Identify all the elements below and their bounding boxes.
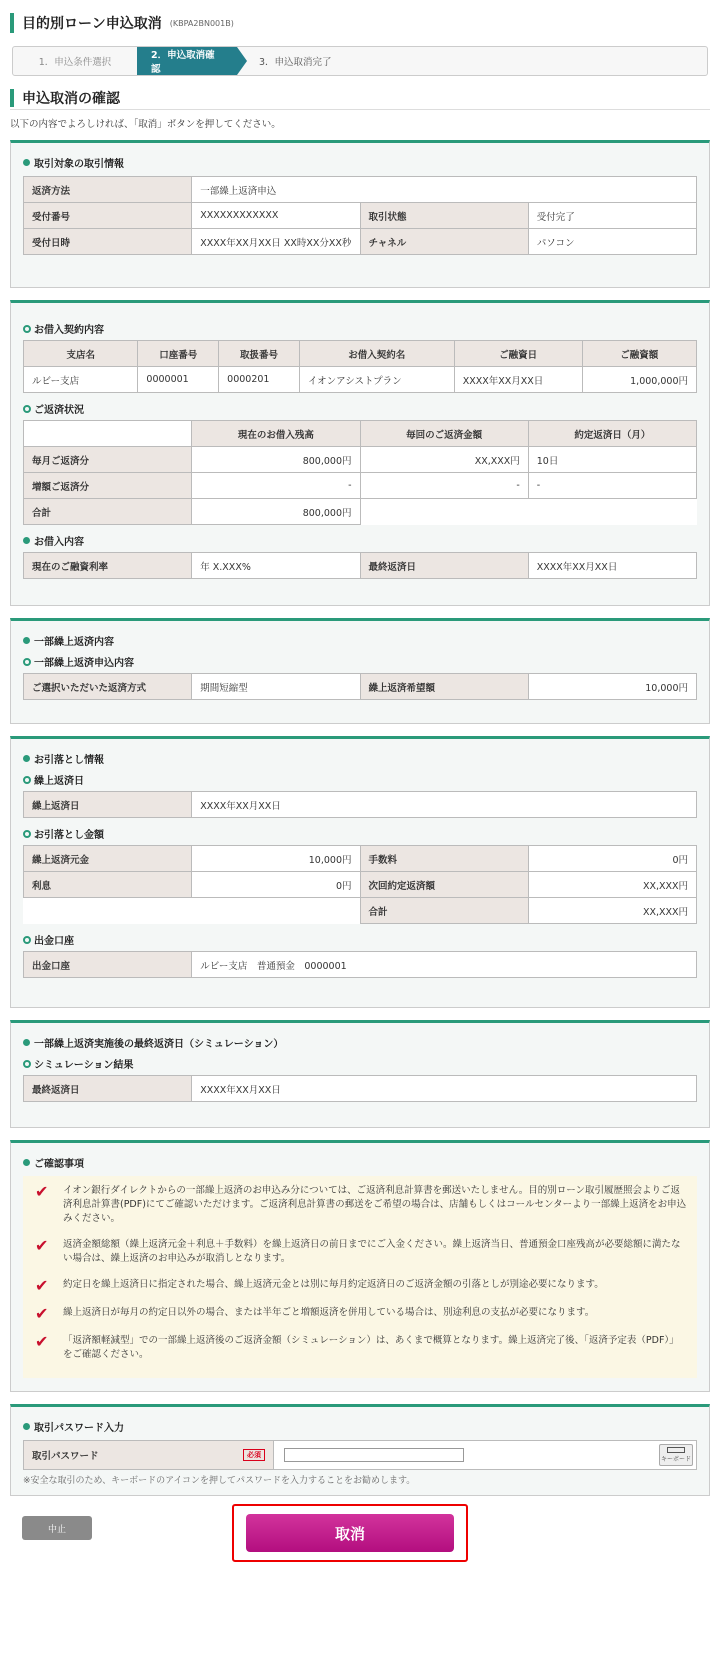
repayment-header: 約定返済日（月）: [528, 421, 696, 447]
bonus-label: 増額ご返済分: [24, 473, 192, 499]
repayment-table: [23, 420, 697, 525]
fee-value: 0円: [528, 846, 696, 872]
required-badge: 必須: [243, 1449, 265, 1461]
bullet-dot-icon: [23, 755, 30, 762]
blank-cell: [24, 421, 192, 447]
partial-title: 一部繰上返済内容: [23, 633, 697, 648]
repayment-title: ご返済状況: [23, 401, 697, 416]
note-item: ✔ イオン銀行ダイレクトからの一部繰上返済のお申込み分については、ご返済利息計算書を郵送いたしません。目的別ローン取引履歴照会よりご返済利息計算書(PDF)にてご確認いただけます。ご返済利息計算書の郵送をご希望の場合は、店舗もしくはコールセンターより一部繰上返済をお申込みください。: [35, 1182, 687, 1224]
page-title-bar: [10, 8, 710, 38]
software-keyboard-button[interactable]: キーボード: [659, 1444, 693, 1466]
blank-cell: [24, 898, 192, 924]
partial-amount-label: 繰上返済希望額: [360, 674, 528, 700]
bullet-dot-icon: [23, 1423, 30, 1430]
password-row: [23, 1440, 697, 1470]
partial-method-label: ご選択いただいた返済方式: [24, 674, 192, 700]
password-label-cell: [24, 1441, 274, 1469]
debit-amount-subtitle: お引落とし金額: [23, 826, 697, 841]
transaction-title: 取引対象の取引情報: [23, 155, 697, 170]
account-table: [23, 951, 697, 978]
channel-value: パソコン: [528, 229, 696, 255]
debit-title: お引落とし情報: [23, 751, 697, 766]
partial-method-value: 期間短縮型: [192, 674, 360, 700]
password-input-cell: [274, 1441, 656, 1469]
repayment-header: 毎回のご返済金額: [360, 421, 528, 447]
total-balance: 800,000円: [192, 499, 360, 525]
simulation-last-value: XXXX年XX月XX日: [192, 1076, 697, 1102]
loan-detail-title: お借入内容: [23, 533, 697, 548]
debit-total-value: XX,XXX円: [528, 898, 696, 924]
page-title: 目的別ローン申込取消: [22, 16, 162, 32]
bullet-dot-icon: [23, 1159, 30, 1166]
status-value: 受付完了: [528, 203, 696, 229]
check-icon: ✔: [35, 1276, 49, 1295]
blank-cell: [360, 499, 528, 525]
notes-box: [23, 1176, 697, 1378]
transaction-panel: [10, 140, 710, 288]
loan-panel: [10, 300, 710, 606]
bullet-ring-icon: [23, 658, 31, 666]
notes-panel: [10, 1140, 710, 1392]
step-2-current: 2．申込取消確認: [137, 47, 237, 75]
receipt-label: 受付番号: [24, 203, 192, 229]
bullet-ring-icon: [23, 776, 31, 784]
debit-date-value: XXXX年XX月XX日: [192, 792, 697, 818]
notes-title: ご確認事項: [23, 1155, 697, 1170]
partial-amount-value: 10,000円: [528, 674, 696, 700]
contract-header: 取扱番号: [219, 341, 300, 367]
method-label: 返済方法: [24, 177, 192, 203]
loan-detail-table: [23, 552, 697, 579]
partial-panel: [10, 618, 710, 724]
last-value: XXXX年XX月XX日: [528, 553, 696, 579]
password-input[interactable]: [284, 1448, 464, 1462]
contract-header: 口座番号: [138, 341, 219, 367]
note-item: ✔ 約定日を繰上返済日に指定された場合、繰上返済元金とは別に毎月約定返済日のご返済金額の引落としが別途必要になります。: [35, 1276, 604, 1295]
blank-cell: [192, 898, 360, 924]
monthly-label: 毎月ご返済分: [24, 447, 192, 473]
receipt-value: XXXXXXXXXXXX: [192, 203, 360, 229]
debit-date-label: 繰上返済日: [24, 792, 192, 818]
transaction-table: [23, 176, 697, 255]
bullet-dot-icon: [23, 1039, 30, 1046]
monthly-balance: 800,000円: [192, 447, 360, 473]
bullet-ring-icon: [23, 830, 31, 838]
blank-cell: [528, 499, 696, 525]
contract-cell: 0000001: [138, 367, 219, 393]
contract-header: ご融資日: [454, 341, 582, 367]
status-label: 取引状態: [360, 203, 528, 229]
account-label: 出金口座: [24, 952, 192, 978]
simulation-subtitle: シミュレーション結果: [23, 1056, 697, 1071]
submit-highlight: [232, 1504, 468, 1562]
bullet-dot-icon: [23, 159, 30, 166]
step-1: 1．申込条件選択: [38, 57, 112, 68]
password-label: 取引パスワード: [32, 1451, 99, 1462]
bullet-ring-icon: [23, 325, 31, 333]
debit-total-label: 合計: [360, 898, 528, 924]
interest-value: 0円: [192, 872, 360, 898]
date-value: XXXX年XX月XX日 XX時XX分XX秒: [192, 229, 360, 255]
section-accent: [10, 89, 14, 107]
step-3: 3．申込取消完了: [259, 57, 332, 68]
check-icon: ✔: [35, 1304, 49, 1323]
title-accent: [10, 13, 14, 33]
bullet-dot-icon: [23, 637, 30, 644]
note-item: ✔ 「返済額軽減型」での一部繰上返済後のご返済金額（シミュレーション）は、あくまで概算となります。繰上返済完了後、「返済予定表（PDF）」をご確認ください。: [35, 1332, 679, 1360]
password-panel: [10, 1404, 710, 1496]
principal-value: 10,000円: [192, 846, 360, 872]
bonus-day: -: [528, 473, 696, 499]
note-item: ✔ 返済金額総額（繰上返済元金＋利息＋手数料）を繰上返済日の前日までにご入金ください。繰上返済当日、普通預金口座残高が必要総額に満たない場合は、繰上返済のお申込みが取消しとなります。: [35, 1236, 681, 1264]
simulation-last-label: 最終返済日: [24, 1076, 192, 1102]
next-payment-value: XX,XXX円: [528, 872, 696, 898]
step-indicator: [12, 46, 708, 76]
bonus-balance: -: [192, 473, 360, 499]
bullet-ring-icon: [23, 405, 31, 413]
abort-button[interactable]: 中止: [22, 1516, 92, 1540]
channel-label: チャネル: [360, 229, 528, 255]
section-heading: [10, 86, 710, 110]
date-label: 受付日時: [24, 229, 192, 255]
next-payment-label: 次回約定返済額: [360, 872, 528, 898]
contract-header: 支店名: [24, 341, 138, 367]
contract-cell: XXXX年XX月XX日: [454, 367, 582, 393]
simulation-panel: [10, 1020, 710, 1128]
bullet-ring-icon: [23, 936, 31, 944]
bonus-amount: -: [360, 473, 528, 499]
bullet-ring-icon: [23, 1060, 31, 1068]
interest-label: 利息: [24, 872, 192, 898]
debit-panel: [10, 736, 710, 1008]
monthly-day: 10日: [528, 447, 696, 473]
section-title: 申込取消の確認: [22, 90, 120, 107]
password-note: ※安全な取引のため、キーボードのアイコンを押してパスワードを入力することをお勧めします。: [23, 1476, 416, 1486]
account-subtitle: 出金口座: [23, 932, 697, 947]
partial-table: [23, 673, 697, 700]
keyboard-icon: [667, 1447, 685, 1453]
total-label: 合計: [24, 499, 192, 525]
rate-value: 年 X.XXX%: [192, 553, 360, 579]
repayment-header: 現在のお借入残高: [192, 421, 360, 447]
contract-cell: イオンアシストプラン: [299, 367, 454, 393]
rate-label: 現在のご融資利率: [24, 553, 192, 579]
debit-date-table: [23, 791, 697, 818]
fee-label: 手数料: [360, 846, 528, 872]
contract-title: お借入契約内容: [23, 321, 697, 336]
button-row: [10, 1504, 710, 1594]
contract-cell: 0000201: [219, 367, 300, 393]
contract-header: お借入契約名: [299, 341, 454, 367]
screen-code: (KBPA2BN001B): [169, 18, 234, 28]
note-item: ✔ 繰上返済日が毎月の約定日以外の場合、または半年ごと増額返済を併用している場合は、別途利息の支払が必要になります。: [35, 1304, 595, 1323]
password-title: 取引パスワード入力: [23, 1419, 697, 1434]
instruction-text: 以下の内容でよろしければ、「取消」ボタンを押してください。: [10, 119, 281, 130]
check-icon: ✔: [35, 1182, 49, 1201]
last-label: 最終返済日: [360, 553, 528, 579]
contract-cell: 1,000,000円: [582, 367, 696, 393]
method-value: 一部繰上返済申込: [192, 177, 697, 203]
debit-amount-table: [23, 845, 697, 924]
bullet-dot-icon: [23, 537, 30, 544]
contract-table: [23, 340, 697, 393]
check-icon: ✔: [35, 1332, 49, 1351]
contract-header: ご融資額: [582, 341, 696, 367]
partial-subtitle: 一部繰上返済申込内容: [23, 654, 697, 669]
account-value: ルビー支店 普通預金 0000001: [192, 952, 697, 978]
simulation-title: 一部繰上返済実施後の最終返済日（シミュレーション）: [23, 1035, 697, 1050]
principal-label: 繰上返済元金: [24, 846, 192, 872]
debit-date-subtitle: 繰上返済日: [23, 772, 697, 787]
cancel-application-button[interactable]: 取消: [246, 1514, 454, 1552]
contract-cell: ルビー支店: [24, 367, 138, 393]
simulation-table: [23, 1075, 697, 1102]
monthly-amount: XX,XXX円: [360, 447, 528, 473]
check-icon: ✔: [35, 1236, 49, 1255]
